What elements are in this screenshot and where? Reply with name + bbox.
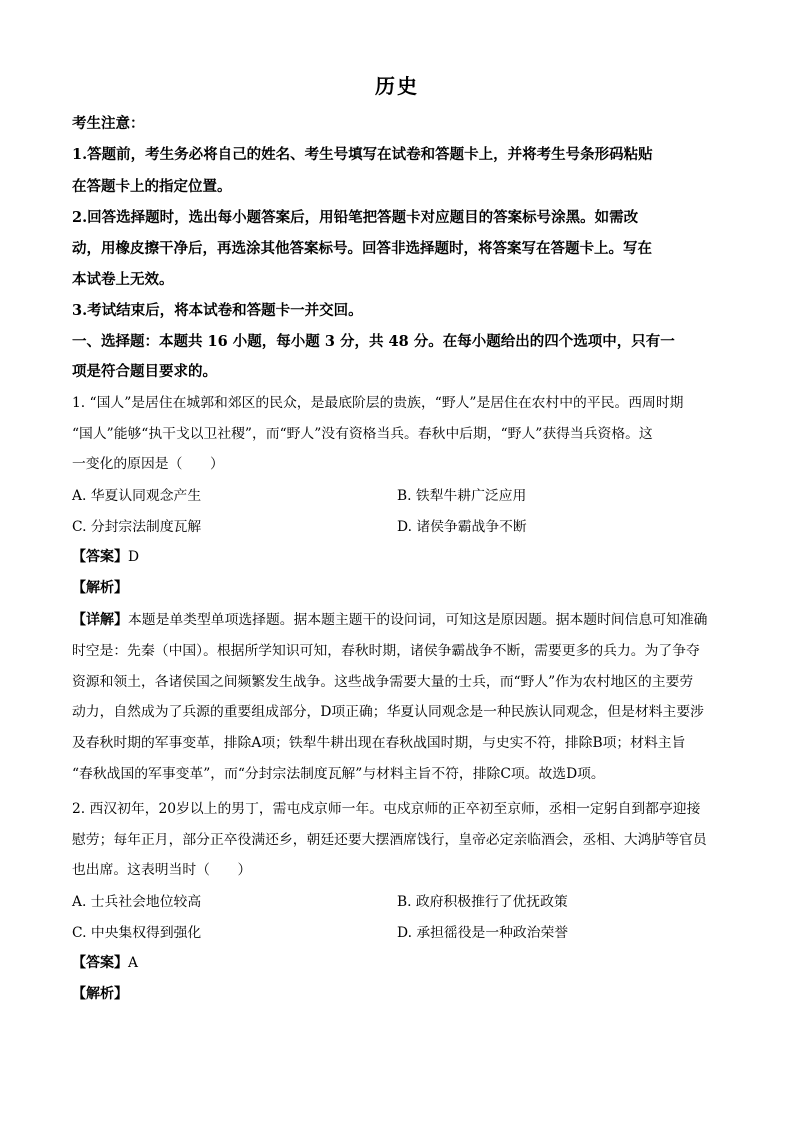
notice-line-3: 2.回答选择题时，选出每小题答案后，用铅笔把答题卡对应题目的答案标号涂黑。如需改	[72, 209, 639, 226]
q1-detail-line-4: 动力，自然成为了兵源的重要组成部分，D项正确；华夏认同观念是一种民族认同观念，但是材料主要涉	[72, 704, 704, 720]
q1-analysis	[72, 577, 724, 597]
q2-option-c: C. 中央集权得到强化	[72, 925, 202, 941]
q1-answer	[72, 546, 724, 566]
q1-stem-line-3: 一变化的原因是（ ）	[72, 456, 224, 472]
q2-stem-line-1: 2. 西汉初年，20岁以上的男丁，需屯戍京师一年。屯戍京师的正卒初至京师，丞相一定躬自到都亭迎接	[72, 801, 701, 817]
q1-option-c: C. 分封宗法制度瓦解	[72, 519, 202, 535]
q2-option-a: A. 士兵社会地位较高	[72, 894, 202, 910]
q1-detail-line-6: “春秋战国的军事变革”，而“分封宗法制度瓦解”与材料主旨不符，排除C项。故选D项。	[72, 766, 605, 782]
answer-label: 【答案】	[72, 549, 128, 565]
q2-stem-line-3: 也出席。这表明当时（ ）	[72, 862, 252, 878]
q1-option-b: B. 铁犁牛耕广泛应用	[397, 488, 527, 504]
notice-line-5: 本试卷上无效。	[72, 271, 174, 288]
notice-line-6: 3.考试结束后，将本试卷和答题卡一并交回。	[72, 302, 363, 319]
page-title: 历史	[375, 74, 419, 98]
q1-detail-line-2: 时空是：先秦（中国）。根据所学知识可知，春秋时期，诸侯争霸战争不断，需要更多的兵力。为了争夺	[72, 643, 700, 659]
q1-option-a: A. 华夏认同观念产生	[72, 488, 202, 504]
q1-option-d: D. 诸侯争霸战争不断	[397, 519, 527, 535]
section-line-1: 一、选择题：本题共 16 小题，每小题 3 分，共 48 分。在每小题给出的四个选项中，只有一	[72, 333, 675, 350]
q1-detail-line-3: 资源和领土，各诸侯国之间频繁发生战争。这些战争需要大量的士兵，而“野人”作为农村地区的主要劳	[72, 674, 694, 690]
notice-line-2: 在答题卡上的指定位置。	[72, 178, 232, 195]
q2-option-d: D. 承担徭役是一种政治荣誉	[397, 925, 569, 941]
q2-answer	[72, 952, 724, 972]
q2-analysis	[72, 983, 724, 1003]
q1-stem-line-1: 1. “国人”是居住在城郭和郊区的民众，是最底阶层的贵族，“野人”是居住在农村中的平民。西周时期	[72, 395, 684, 411]
q1-detail-line-1	[72, 608, 724, 629]
q1-stem-line-2: “国人”能够“执干戈以卫社稷”，而“野人”没有资格当兵。春秋中后期，“野人”获得当兵资格。这	[72, 426, 653, 442]
notice-line-4: 动，用橡皮擦干净后，再选涂其他答案标号。回答非选择题时，将答案写在答题卡上。写在	[72, 240, 652, 257]
notice-line-1: 1.答题前，考生务必将自己的姓名、考生号填写在试卷和答题卡上，并将考生号条形码粘贴	[72, 146, 653, 163]
notice-heading: 考生注意：	[72, 115, 145, 132]
q1-detail-line-5: 及春秋时期的军事变革，排除A项；铁犁牛耕出现在春秋战国时期，与史实不符，排除B项；材料主旨	[72, 735, 686, 751]
detail-text: 本题是单类型单项选择题。据本题主题干的设问词，可知这是原因题。据本题时间信息可知准确	[128, 612, 708, 628]
answer-label: 【答案】	[72, 955, 128, 971]
answer-value: D	[128, 549, 140, 565]
detail-label: 【详解】	[72, 612, 128, 628]
q2-stem-line-2: 慰劳；每年正月，部分正卒役满还乡，朝廷还要大摆酒席饯行，皇帝必定亲临酒会，丞相、大鸿胪等官员	[72, 832, 707, 848]
section-line-2: 项是符合题目要求的。	[72, 363, 217, 380]
q2-option-b: B. 政府积极推行了优抚政策	[397, 894, 568, 910]
analysis-label: 【解析】	[72, 986, 128, 1002]
analysis-label: 【解析】	[72, 580, 128, 596]
answer-value: A	[128, 955, 138, 971]
